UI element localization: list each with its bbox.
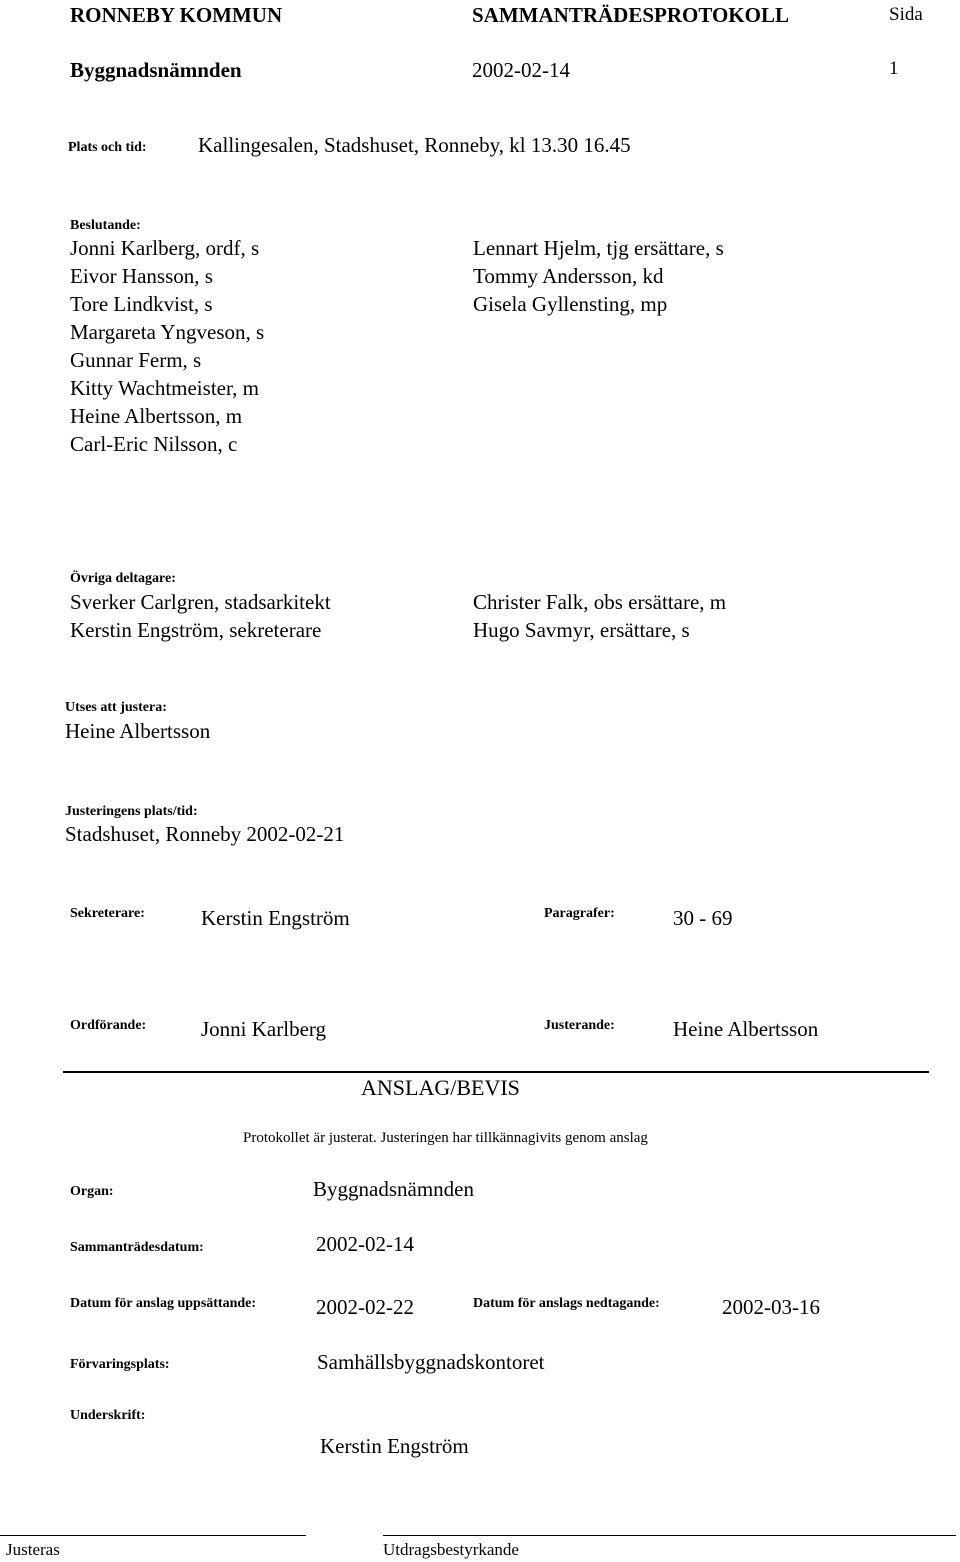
decider-name: Tommy Andersson, kd — [473, 264, 664, 288]
meeting-date: 2002-02-14 — [472, 58, 570, 82]
signature-label: Underskrift: — [70, 1408, 146, 1423]
notice-title: ANSLAG/BEVIS — [361, 1075, 520, 1100]
secretary-label: Sekreterare: — [70, 906, 145, 921]
organ-label: Organ: — [70, 1184, 114, 1199]
notice-divider — [63, 1071, 929, 1073]
removed-date-value: 2002-03-16 — [722, 1295, 820, 1319]
storage-value: Samhällsbyggnadskontoret — [317, 1350, 545, 1374]
removed-date-label: Datum för anslags nedtagande: — [473, 1296, 660, 1311]
municipality-name: RONNEBY KOMMUN — [70, 3, 283, 27]
organ-value: Byggnadsnämnden — [313, 1177, 474, 1201]
decider-name: Carl-Eric Nilsson, c — [70, 432, 238, 456]
signature-value: Kerstin Engström — [320, 1434, 469, 1458]
footer-certification-label: Utdragsbestyrkande — [383, 1540, 519, 1559]
chair-value: Jonni Karlberg — [201, 1017, 327, 1041]
deciders-label: Beslutande: — [70, 218, 141, 233]
participant-name: Kerstin Engström, sekreterare — [70, 618, 322, 642]
participant-name: Christer Falk, obs ersättare, m — [473, 590, 727, 614]
place-value: Kallingesalen, Stadshuset, Ronneby, kl 13.30 16.45 — [198, 133, 631, 157]
paragraphs-label: Paragrafer: — [544, 906, 615, 921]
adjuster-label: Utses att justera: — [65, 700, 167, 715]
committee-name: Byggnadsnämnden — [70, 58, 242, 82]
meeting-date-value: 2002-02-14 — [316, 1232, 414, 1256]
posted-date-label: Datum för anslag uppsättande: — [70, 1296, 257, 1311]
footer-adjust-label: Justeras — [6, 1540, 60, 1559]
decider-name: Jonni Karlberg, ordf, s — [70, 236, 260, 260]
decider-name: Tore Lindkvist, s — [70, 292, 213, 316]
decider-name: Gunnar Ferm, s — [70, 348, 202, 372]
adjust-place-label: Justeringens plats/tid: — [65, 804, 198, 819]
others-list-left — [70, 588, 331, 644]
participant-name: Hugo Savmyr, ersättare, s — [473, 618, 690, 642]
decider-name: Lennart Hjelm, tjg ersättare, s — [473, 236, 724, 260]
adjust-place-value: Stadshuset, Ronneby 2002-02-21 — [65, 822, 345, 846]
storage-label: Förvaringsplats: — [70, 1357, 170, 1372]
others-label: Övriga deltagare: — [70, 571, 176, 586]
decider-name: Kitty Wachtmeister, m — [70, 376, 259, 400]
notice-statement: Protokollet är justerat. Justeringen har tillkännagivits genom anslag — [243, 1130, 648, 1146]
decider-name: Eivor Hansson, s — [70, 264, 213, 288]
paragraphs-value: 30 - 69 — [673, 906, 733, 930]
footer-rule-right — [383, 1535, 956, 1536]
decider-name: Margareta Yngveson, s — [70, 320, 265, 344]
footer-rule-left — [0, 1535, 306, 1536]
page-number: 1 — [889, 58, 899, 79]
meeting-date-label: Sammanträdesdatum: — [70, 1240, 204, 1255]
decider-name: Heine Albertsson, m — [70, 404, 243, 428]
page-label: Sida — [889, 4, 923, 25]
posted-date-value: 2002-02-22 — [316, 1295, 414, 1319]
others-list-right — [473, 588, 726, 644]
secretary-value: Kerstin Engström — [201, 906, 350, 930]
adjuster-signature-value: Heine Albertsson — [673, 1017, 819, 1041]
deciders-list-right — [473, 234, 724, 318]
place-label: Plats och tid: — [68, 140, 147, 155]
adjuster-signature-label: Justerande: — [544, 1018, 615, 1033]
adjuster-value: Heine Albertsson — [65, 719, 211, 743]
document-type: SAMMANTRÄDESPROTOKOLL — [472, 3, 789, 27]
participant-name: Sverker Carlgren, stadsarkitekt — [70, 590, 331, 614]
deciders-list-left — [70, 234, 264, 458]
decider-name: Gisela Gyllensting, mp — [473, 292, 668, 316]
chair-label: Ordförande: — [70, 1018, 147, 1033]
